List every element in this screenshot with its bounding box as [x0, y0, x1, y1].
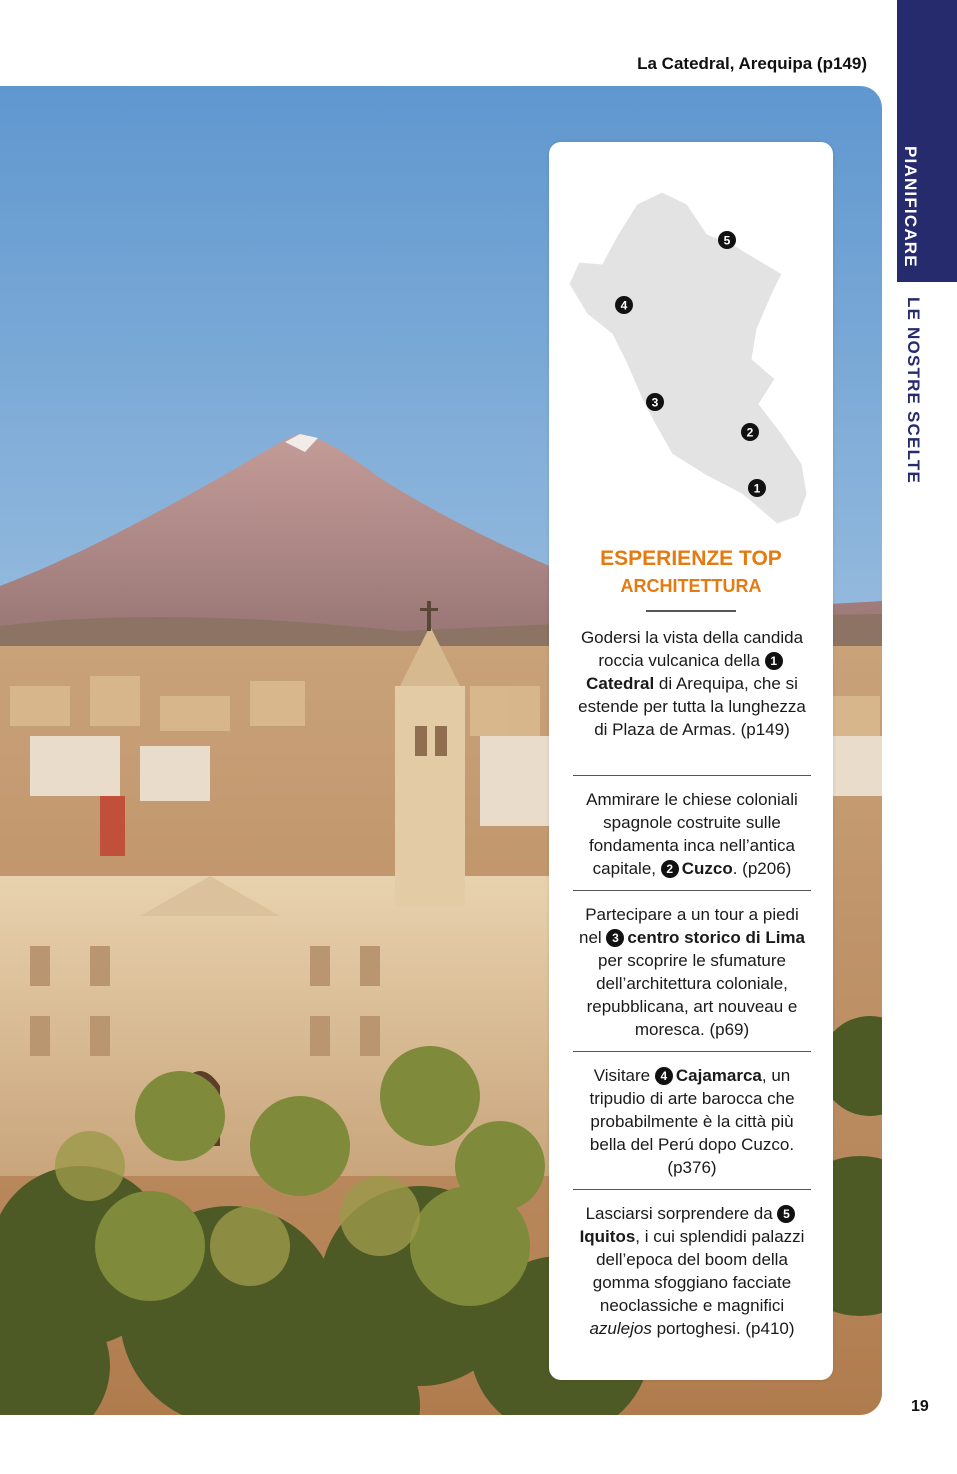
card-title: ESPERIENZE TOP — [600, 547, 782, 570]
heading-divider — [646, 610, 736, 612]
map-marker-4 — [615, 296, 633, 314]
number-badge: 1 — [765, 652, 783, 670]
svg-text:2: 2 — [746, 425, 754, 440]
peru-map — [567, 164, 817, 534]
entry-divider — [573, 890, 811, 891]
map-marker-3 — [646, 393, 664, 411]
svg-text:4: 4 — [620, 298, 628, 313]
svg-text:1: 1 — [753, 481, 761, 496]
number-badge: 4 — [655, 1067, 673, 1085]
entry-divider — [573, 1189, 811, 1190]
experience-entry-1: Godersi la vista della candida roccia vulcanica della 1Catedral di Arequipa, che si estende per tutta la lunghezza di Plaza de Armas. (p149) — [578, 628, 806, 739]
entry-divider — [573, 775, 811, 776]
map-marker-1 — [748, 479, 766, 497]
number-badge: 2 — [661, 860, 679, 878]
experience-entry-5: Lasciarsi sorprendere da 5Iquitos, i cui splendidi palazzi dell’epoca del boom della gomma sfoggiano facciate neoclassiche e magnifici azulejos portoghesi. (p410) — [579, 1204, 805, 1338]
experience-entry-3: Partecipare a un tour a piedi nel 3 centro storico di Lima per scoprire le sfumature dell’architettura coloniale, repubblicana, art nouveau e moresca. (p69) — [578, 905, 805, 1039]
top-experiences-card — [549, 142, 833, 1380]
page-number: 19 — [911, 1398, 929, 1415]
number-badge: 5 — [777, 1205, 795, 1223]
map-marker-5 — [718, 231, 736, 249]
svg-text:3: 3 — [651, 395, 659, 410]
card-subtitle: ARCHITETTURA — [620, 576, 762, 596]
subsection-label: LE NOSTRE SCELTE — [904, 297, 923, 485]
entry-divider — [573, 1051, 811, 1052]
experience-entry-2: Ammirare le chiese coloniali spagnole costruite sulle fondamenta inca nell’antica capitale, 2 Cuzco. (p206) — [586, 790, 798, 878]
photo-caption: La Catedral, Arequipa (p149) — [637, 54, 867, 73]
section-label: PIANIFICARE — [901, 146, 920, 268]
svg-text:5: 5 — [723, 233, 731, 248]
experience-entry-4: Visitare 4 Cajamarca, un tripudio di arte barocca che probabilmente è la città più bella del Perú dopo Cuzco. (p376) — [589, 1066, 795, 1177]
map-marker-2 — [741, 423, 759, 441]
number-badge: 3 — [606, 929, 624, 947]
